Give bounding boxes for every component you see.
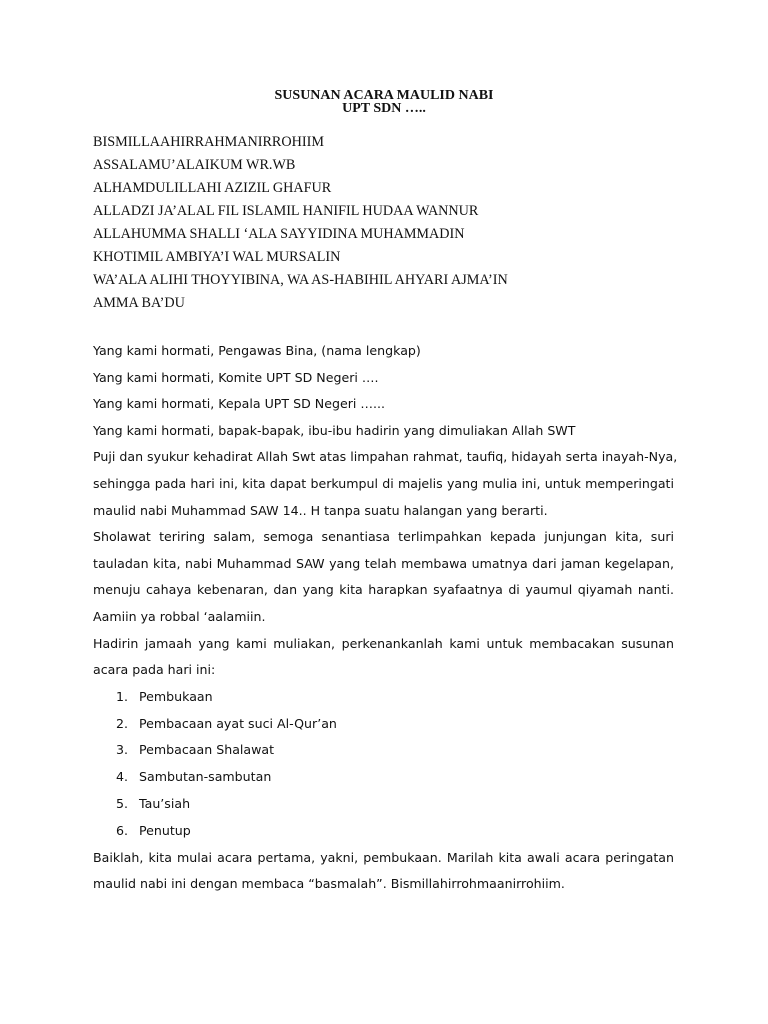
opening-line: ALLAHUMMA SHALLI ‘ALA SAYYIDINA MUHAMMADIN	[93, 226, 465, 242]
paragraph-hadirin-line: acara pada hari ini:	[93, 662, 216, 678]
paragraph-sholawat-line: Sholawat teriring salam, semoga senantiasa terlimpahkan kepada junjungan kita, suri	[93, 529, 674, 545]
list-number: 2.	[116, 715, 129, 731]
list-item	[93, 764, 674, 791]
opening-line: ASSALAMU’ALAIKUM WR.WB	[93, 157, 296, 173]
greeting-line: Yang kami hormati, Kepala UPT SD Negeri …...	[93, 396, 385, 412]
agenda-list	[93, 684, 674, 845]
paragraph-baiklah-line: Baiklah, kita mulai acara pertama, yakni, pembukaan. Marilah kita awali acara peringatan	[93, 849, 674, 865]
opening-line: AMMA BA’DU	[93, 295, 185, 311]
list-item-label: Pembacaan ayat suci Al-Qur’an	[139, 715, 337, 731]
greeting-line: Yang kami hormati, Pengawas Bina, (nama lengkap)	[93, 343, 421, 358]
list-number: 4.	[116, 769, 129, 785]
paragraph-puji-line: maulid nabi Muhammad SAW 14.. H tanpa suatu halangan yang berarti.	[93, 502, 548, 518]
paragraph-sholawat-line: menuju cahaya kebenaran, dan yang kita harapkan syafaatnya di yaumul qiyamah nanti.	[93, 582, 674, 598]
paragraph-sholawat-line: tauladan kita, nabi Muhammad SAW yang telah membawa umatnya dari jaman kegelapan,	[93, 555, 674, 571]
paragraph-puji-line: Puji dan syukur kehadirat Allah Swt atas limpahan rahmat, taufiq, hidayah serta inayah-Nya,	[93, 449, 678, 465]
list-item	[93, 711, 674, 738]
list-item-label: Penutup	[139, 822, 191, 838]
opening-prayer	[93, 131, 508, 315]
greeting-line: Yang kami hormati, Komite UPT SD Negeri ….	[93, 369, 379, 385]
opening-line: BISMILLAAHIRRAHMANIRROHIIM	[93, 134, 324, 150]
opening-line: KHOTIMIL AMBIYA’I WAL MURSALIN	[93, 249, 341, 265]
list-item	[93, 737, 674, 764]
opening-line: ALLADZI JA’ALAL FIL ISLAMIL HANIFIL HUDAA WANNUR	[93, 203, 479, 219]
document-subtitle: UPT SDN …..	[342, 101, 426, 116]
greeting-line: Yang kami hormati, bapak-bapak, ibu-ibu hadirin yang dimuliakan Allah SWT	[93, 422, 576, 438]
paragraph-baiklah-line: maulid nabi ini dengan membaca “basmalah”. Bismillahirrohmaanirrohiim.	[93, 876, 565, 892]
paragraph-hadirin-line: Hadirin jamaah yang kami muliakan, perkenankanlah kami untuk membacakan susunan	[93, 635, 674, 651]
list-item	[93, 684, 674, 711]
list-item-label: Pembacaan Shalawat	[139, 742, 275, 758]
list-item	[93, 818, 674, 845]
document-body	[93, 338, 678, 898]
list-number: 3.	[116, 742, 129, 758]
list-item-label: Tau’siah	[139, 795, 191, 811]
paragraph-sholawat-line: Aamiin ya robbal ‘aalamiin.	[93, 608, 266, 624]
opening-line: WA’ALA ALIHI THOYYIBINA, WA AS-HABIHIL AHYARI AJMA’IN	[93, 272, 508, 288]
list-number: 5.	[116, 795, 129, 811]
list-item-label: Pembukaan	[139, 688, 213, 704]
list-number: 6.	[116, 822, 129, 838]
opening-line: ALHAMDULILLAHI AZIZIL GHAFUR	[93, 180, 332, 196]
list-item-label: Sambutan-sambutan	[139, 769, 272, 785]
list-number: 1.	[116, 688, 129, 704]
list-item	[93, 791, 674, 818]
document-title: SUSUNAN ACARA MAULID NABI	[274, 88, 494, 103]
paragraph-puji-line: sehingga pada hari ini, kita dapat berkumpul di majelis yang mulia ini, untuk memperingati	[93, 475, 674, 491]
